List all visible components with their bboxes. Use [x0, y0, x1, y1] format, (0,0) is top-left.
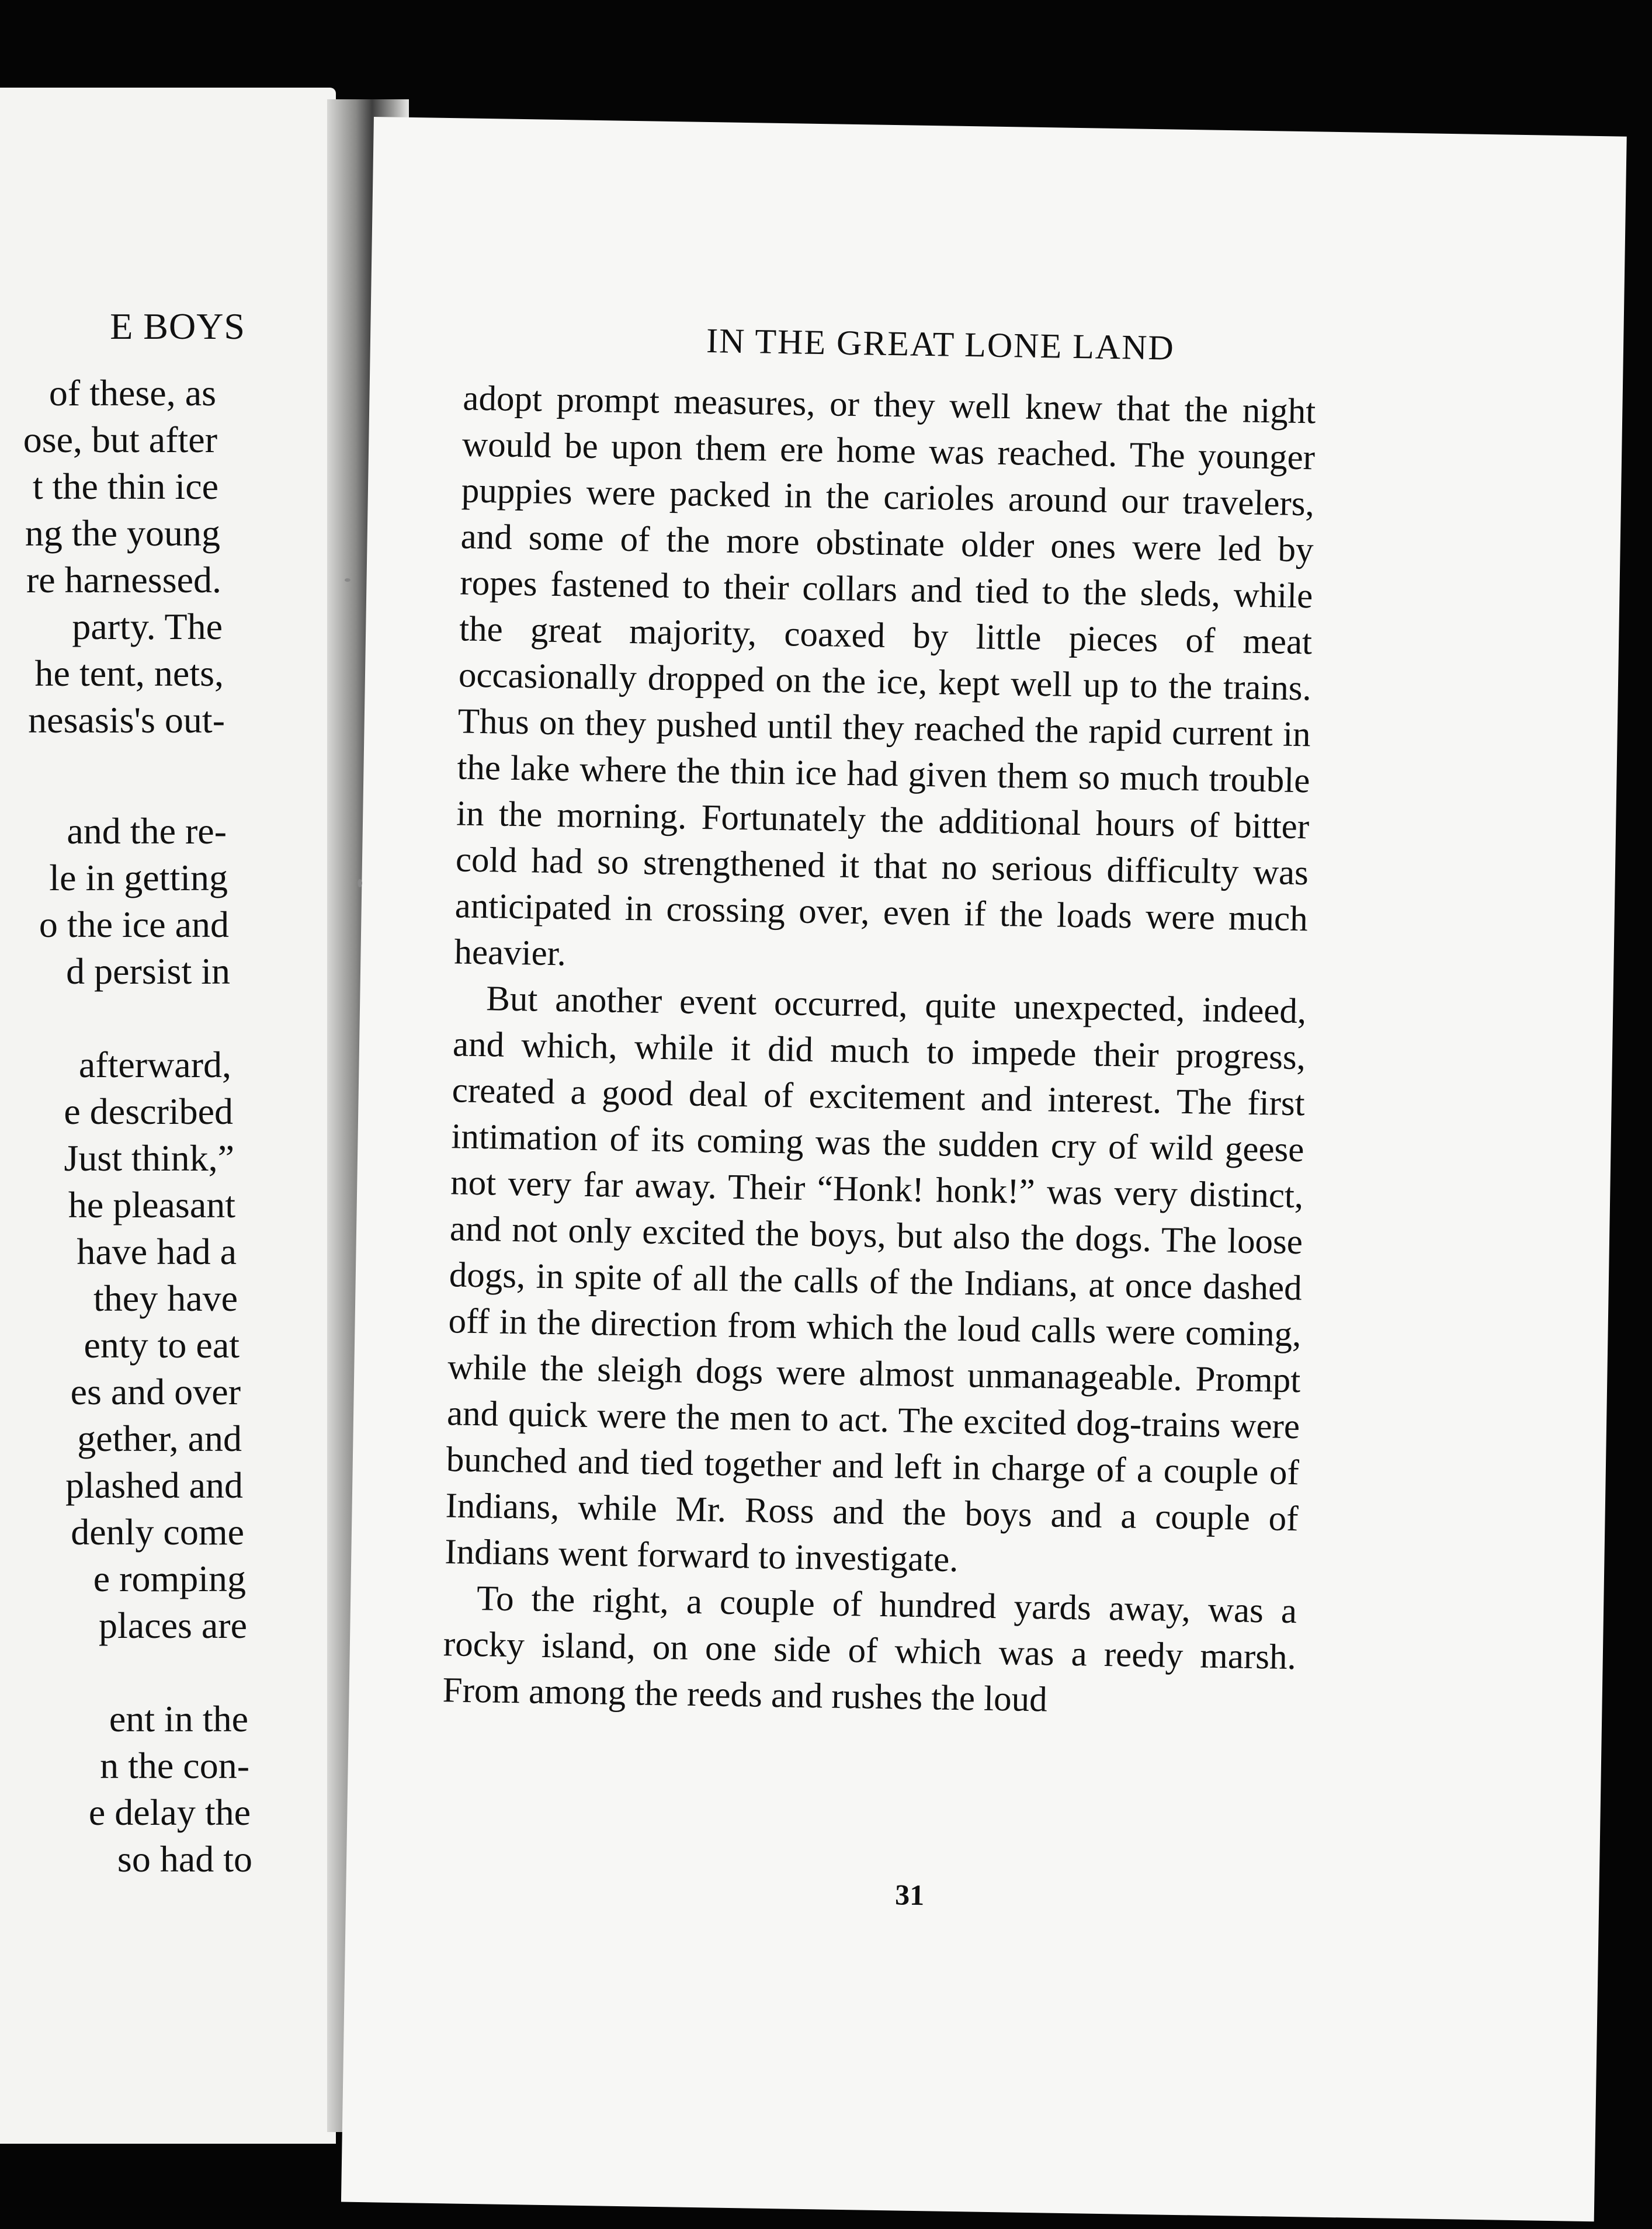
scan-speck	[345, 578, 350, 582]
left-text-line: places are	[98, 1605, 247, 1646]
left-text-line: ng the young	[25, 512, 220, 554]
left-page	[0, 88, 336, 2144]
left-text-line: le in getting	[49, 857, 228, 898]
left-text-line: e described	[64, 1091, 233, 1132]
left-text-line: o the ice and	[39, 904, 229, 945]
left-text-line: he tent, nets,	[34, 652, 224, 694]
body-text	[442, 375, 1316, 1727]
paragraph: adopt prompt measures, or they well knew that the night would be upon them ere home was reached. The younger puppies were packed in the carioles around our travelers, and some of the more obstinate older ones were led by ropes fastened to their collars and tied to the sleds, while the great majority, coaxed by little pieces of meat occasionally dropped on the ice, kept well up to the trains. Thus on they pushed until they reached the rapid current in the lake where the thin ice had given them so much trouble in the morning. Fortunately the additional hours of bitter cold had so strengthened it that no serious difficulty was anticipated in crossing over, even if the loads were much heavier.	[454, 379, 1316, 974]
left-text-line: ent in the	[109, 1698, 248, 1740]
left-text-line: so had to	[117, 1838, 252, 1880]
left-text-line: Just think,”	[64, 1137, 234, 1179]
left-text-line: they have	[93, 1277, 238, 1319]
left-text-line: e romping	[93, 1558, 246, 1599]
paragraph: But another event occurred, quite unexpected, indeed, and which, while it did much to impede their progress, created a good deal of excitement and interest. The first intimation of its coming was the sudden cry of wild geese not very far away. Their “Honk! honk!” was very distinct, and not only excited the boys, but also the dogs. The loose dogs, in spite of all the calls of the Indians, at once dashed off in the direction from which the loud calls were coming, while the sleigh dogs were almost unmanageable. Prompt and quick were the men to act. The excited dog-trains were bunched and tied together and left in charge of a couple of Indians, while Mr. Ross and the boys and a couple of Indians went forward to investigate.	[444, 979, 1307, 1580]
right-page	[341, 117, 1627, 2221]
left-text-line: d persist in	[66, 950, 230, 992]
scan-speck	[358, 879, 362, 887]
left-text-line: and the re-	[67, 810, 227, 852]
left-text-line: have had a	[77, 1231, 237, 1272]
right-running-head: IN THE GREAT LONE LAND	[706, 321, 1175, 367]
left-text-line: denly come	[71, 1511, 244, 1553]
left-running-head: E BOYS	[110, 305, 245, 347]
left-text-line: plashed and	[65, 1464, 243, 1506]
left-text-line: nesasis's out-	[28, 699, 225, 741]
left-text-line: of these, as	[48, 372, 216, 414]
page-number: 31	[894, 1878, 925, 1912]
paragraph: To the right, a couple of hundred yards away, was a rocky island, on one side of which was a reedy marsh. From among the reeds and rushes the loud	[442, 1579, 1297, 1720]
left-text-line: he pleasant	[68, 1184, 235, 1225]
left-text-line: n the con-	[100, 1745, 249, 1786]
left-text-line: party. The	[72, 606, 223, 647]
left-text-line: t the thin ice	[32, 466, 218, 507]
left-text-line: ose, but after	[23, 419, 217, 460]
left-text-line: es and over	[70, 1371, 241, 1412]
left-text-line: afterward,	[78, 1044, 231, 1085]
left-text-line: enty to eat	[84, 1324, 240, 1366]
left-text-line: e delay the	[88, 1791, 251, 1833]
left-text-line: re harnessed.	[26, 559, 221, 600]
left-text-line: gether, and	[77, 1418, 242, 1459]
